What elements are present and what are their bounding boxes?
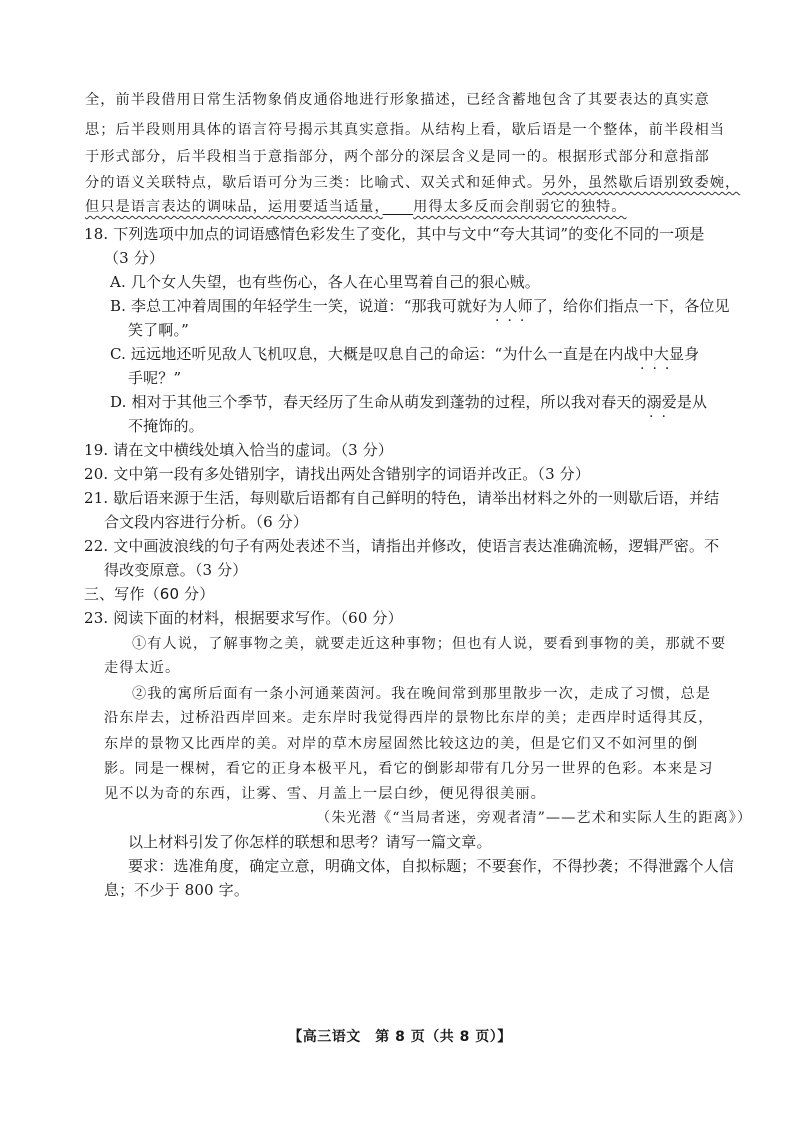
- passage-line-1: 全，前半段借用日常生活物象俏皮通俗地进行形象描述，已经含蓄地包含了其要表达的真实意: [85, 92, 710, 108]
- q18-stem-line-2: （3 分）: [104, 249, 165, 267]
- q22-line-1: 22. 文中画波浪线的句子有两处表述不当，请指出并修改，使语言表达准确流畅，逻辑严密。不: [84, 537, 720, 555]
- writing-prompt: 以上材料引发了你怎样的联想和思考？请写一篇文章。: [128, 833, 492, 851]
- blank-underline: [383, 199, 413, 215]
- passage-line-4: [85, 171, 740, 195]
- q21-line-2: 合文段内容进行分析。（6 分）: [104, 513, 309, 531]
- material-1-line-2: 走得太近。: [104, 660, 181, 676]
- wavy-sentence-part-3: 用得太多反而会削弱它的独特。: [413, 199, 627, 215]
- q18-option-b-line-1: B. 李总工冲着周围的年轻学生一笑，说道：“那我可就好为人师了，给你们指点一下，各位见: [110, 297, 730, 315]
- emphasis-dots-b: ···: [495, 313, 533, 329]
- material-2-line-3: 东岸的景物又比西岸的美。对岸的草木房屋固然比较这边的美，但是它们又不如河里的倒: [104, 736, 699, 752]
- page-footer: 【高三语文 第 8 页（共 8 页）】: [288, 1029, 512, 1045]
- material-2-line-4: 影。同是一棵树，看它的正身本极平凡，看它的倒影却带有几分另一世界的色彩。本来是习: [104, 761, 714, 777]
- q18-option-c-line-1: C. 远远地还听见敌人飞机叹息，大概是叹息自己的命运：“为什么一直是在内战中大显身: [110, 345, 700, 363]
- q21-line-1: 21. 歇后语来源于生活，每则歇后语都有自己鲜明的特色，请举出材料之外的一则歇后语，并结: [84, 489, 720, 507]
- q18-option-b-line-2: 笑了啊。”: [128, 321, 189, 339]
- material-2-line-1: ②我的寓所后面有一条小河通莱茵河。我在晚间常到那里散步一次，走成了习惯，总是: [132, 686, 712, 702]
- requirements-line-1: 要求：选准角度，确定立意，明确文体，自拟标题；不要套作，不得抄袭；不得泄露个人信: [128, 857, 735, 875]
- material-source: （朱光潜《“当局者迷，旁观者清”——艺术和实际人生的距离》）: [316, 810, 753, 826]
- wavy-sentence-part-1: 另外，虽然歇后语别致委婉，: [542, 175, 741, 191]
- q19: 19. 请在文中横线处填入恰当的虚词。（3 分）: [84, 441, 394, 459]
- passage-line-4-text: 分的语义关联特点，歇后语可分为三类：比喻式、双关式和延伸式。: [85, 175, 543, 191]
- material-2-line-5: 见不以为奇的东西，让雾、雪、月盖上一层白纱，便见得很美丽。: [104, 786, 546, 802]
- material-2-line-2: 沿东岸去，过桥沿西岸回来。走东岸时我觉得西岸的景物比东岸的美；走西岸时适得其反，: [104, 710, 714, 726]
- q20: 20. 文中第一段有多处错别字，请找出两处含错别字的词语并改正。（3 分）: [84, 465, 590, 483]
- requirements-line-2: 息；不少于 800 字。: [104, 881, 249, 899]
- material-1-line-1: ①有人说，了解事物之美，就要走近这种事物；但也有人说，要看到事物的美，那就不要: [132, 636, 727, 652]
- passage-line-3: 于形式部分，后半段相当于意指部分，两个部分的深层含义是同一的。根据形式部分和意指部: [85, 149, 710, 165]
- emphasis-dots-d: ··: [649, 409, 674, 425]
- passage-line-2: 思；后半段则用具体的语言符号揭示其真实意指。从结构上看，歇后语是一个整体，前半段相当: [85, 122, 725, 138]
- q23-stem: 23. 阅读下面的材料，根据要求写作。（60 分）: [84, 609, 403, 627]
- q18-option-d-line-1: D. 相对于其他三个季节，春天经历了生命从萌发到蓬勃的过程，所以我对春天的溺爱是从: [110, 393, 708, 411]
- passage-line-5: [85, 195, 626, 219]
- section-3-heading: 三、写作（60 分）: [84, 585, 215, 603]
- wavy-sentence-part-2: 但只是语言表达的调味品，运用要适当适量，: [85, 199, 383, 215]
- emphasis-dots-c: ···: [640, 361, 678, 377]
- q18-option-c-line-2: 手呢？”: [128, 369, 182, 387]
- q18-option-d-line-2: 不掩饰的。: [128, 417, 204, 435]
- q18-option-a: A. 几个女人失望，也有些伤心，各人在心里骂着自己的狠心贼。: [110, 273, 540, 291]
- q18-stem-line-1: 18. 下列选项中加点的词语感情色彩发生了变化，其中与文中“夸大其词”的变化不同的一项是: [84, 225, 705, 243]
- q22-line-2: 得改变原意。（3 分）: [104, 561, 248, 579]
